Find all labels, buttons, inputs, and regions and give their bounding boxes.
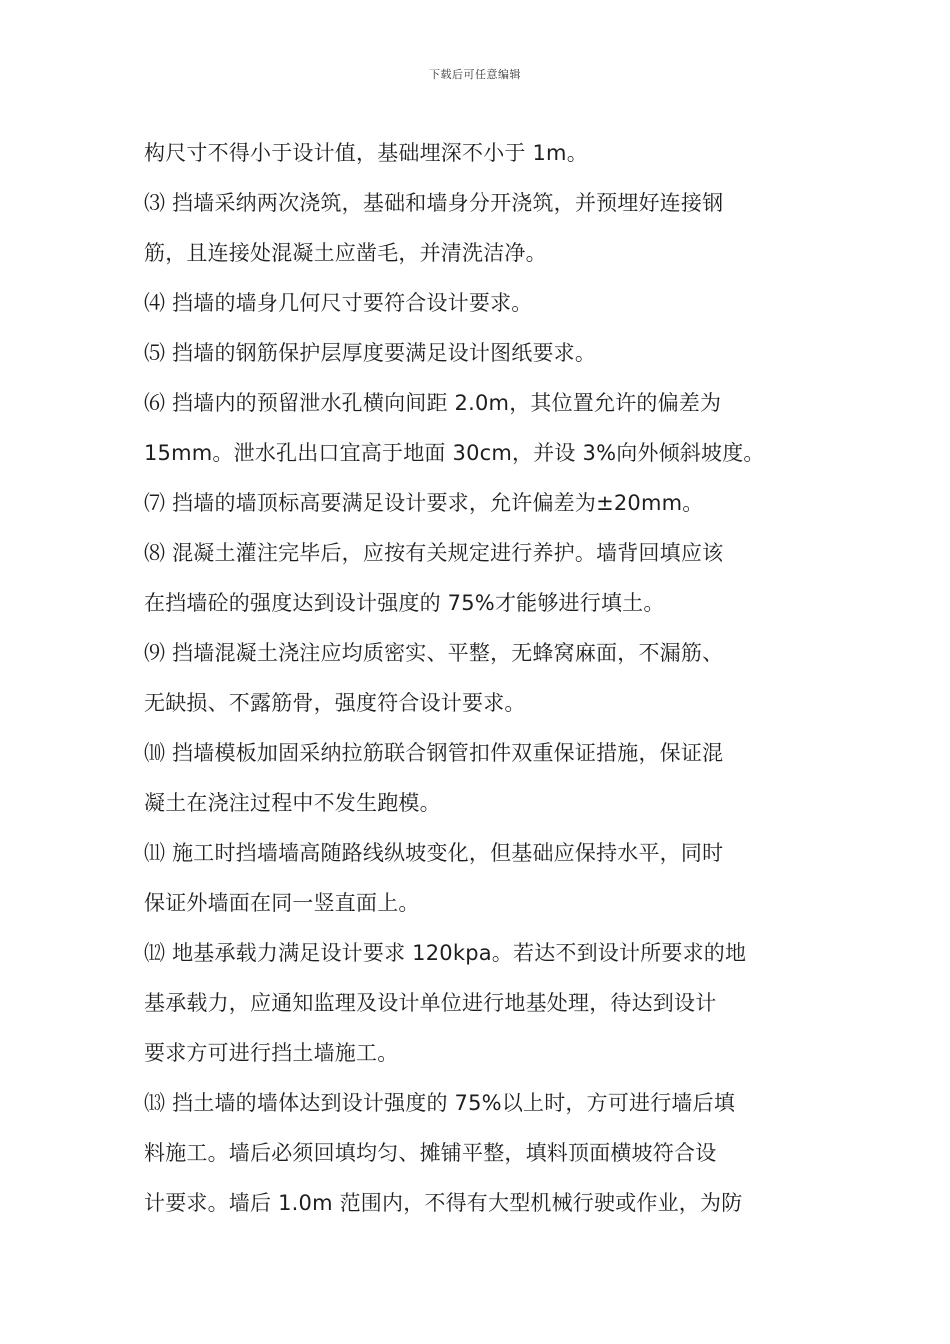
text-line: ⑷ 挡墙的墙身几何尺寸要符合设计要求。 (144, 291, 533, 315)
text-line: ⑻ 混凝土灌注完毕后，应按有关规定进行养护。墙背回填应该 (144, 541, 724, 565)
text-line: ⑿ 地基承载力满足设计要求 120kpa。若达不到设计所要求的地 (144, 941, 747, 965)
text-line: 15mm。泄水孔出口宜高于地面 30cm，并设 3%向外倾斜坡度。 (144, 441, 765, 465)
text-line: 在挡墙砼的强度达到设计强度的 75%才能够进行填土。 (144, 591, 665, 615)
text-line: 保证外墙面在同一竖直面上。 (144, 891, 420, 915)
text-line: ⑼ 挡墙混凝土浇注应均质密实、平整，无蜂窝麻面，不漏筋、 (144, 641, 724, 665)
text-line: 料施工。墙后必须回填均匀、摊铺平整，填料顶面横坡符合设 (144, 1141, 717, 1165)
text-line: 构尺寸不得小于设计值，基础埋深不小于 1m。 (144, 141, 588, 165)
text-line: 筋，且连接处混凝土应凿毛，并清洗洁净。 (144, 241, 547, 265)
text-line: ⑹ 挡墙内的预留泄水孔横向间距 2.0m，其位置允许的偏差为 (144, 391, 722, 415)
text-line: ⑽ 挡墙模板加固采纳拉筋联合钢管扣件双重保证措施，保证混 (144, 741, 724, 765)
text-line: 凝土在浇注过程中不发生跑模。 (144, 791, 441, 815)
text-line: ⑺ 挡墙的墙顶标高要满足设计要求，允许偏差为±20mm。 (144, 491, 704, 515)
text-line: ⒀ 挡土墙的墙体达到设计强度的 75%以上时，方可进行墙后填 (144, 1091, 736, 1115)
text-line: 要求方可进行挡土墙施工。 (144, 1041, 399, 1065)
text-line: 无缺损、不露筋骨，强度符合设计要求。 (144, 691, 526, 715)
text-line: 基承载力，应通知监理及设计单位进行地基处理，待达到设计 (144, 991, 717, 1015)
page-header: 下载后可任意编辑 (429, 68, 521, 81)
text-line: ⑸ 挡墙的钢筋保护层厚度要满足设计图纸要求。 (144, 341, 597, 365)
text-line: 计要求。墙后 1.0m 范围内，不得有大型机械行驶或作业，为防 (144, 1191, 743, 1215)
body-text (144, 128, 806, 1228)
text-line: ⑶ 挡墙采纳两次浇筑，基础和墙身分开浇筑，并预埋好连接钢 (144, 191, 724, 215)
text-line: ⑾ 施工时挡墙墙高随路线纵坡变化，但基础应保持水平，同时 (144, 841, 724, 865)
